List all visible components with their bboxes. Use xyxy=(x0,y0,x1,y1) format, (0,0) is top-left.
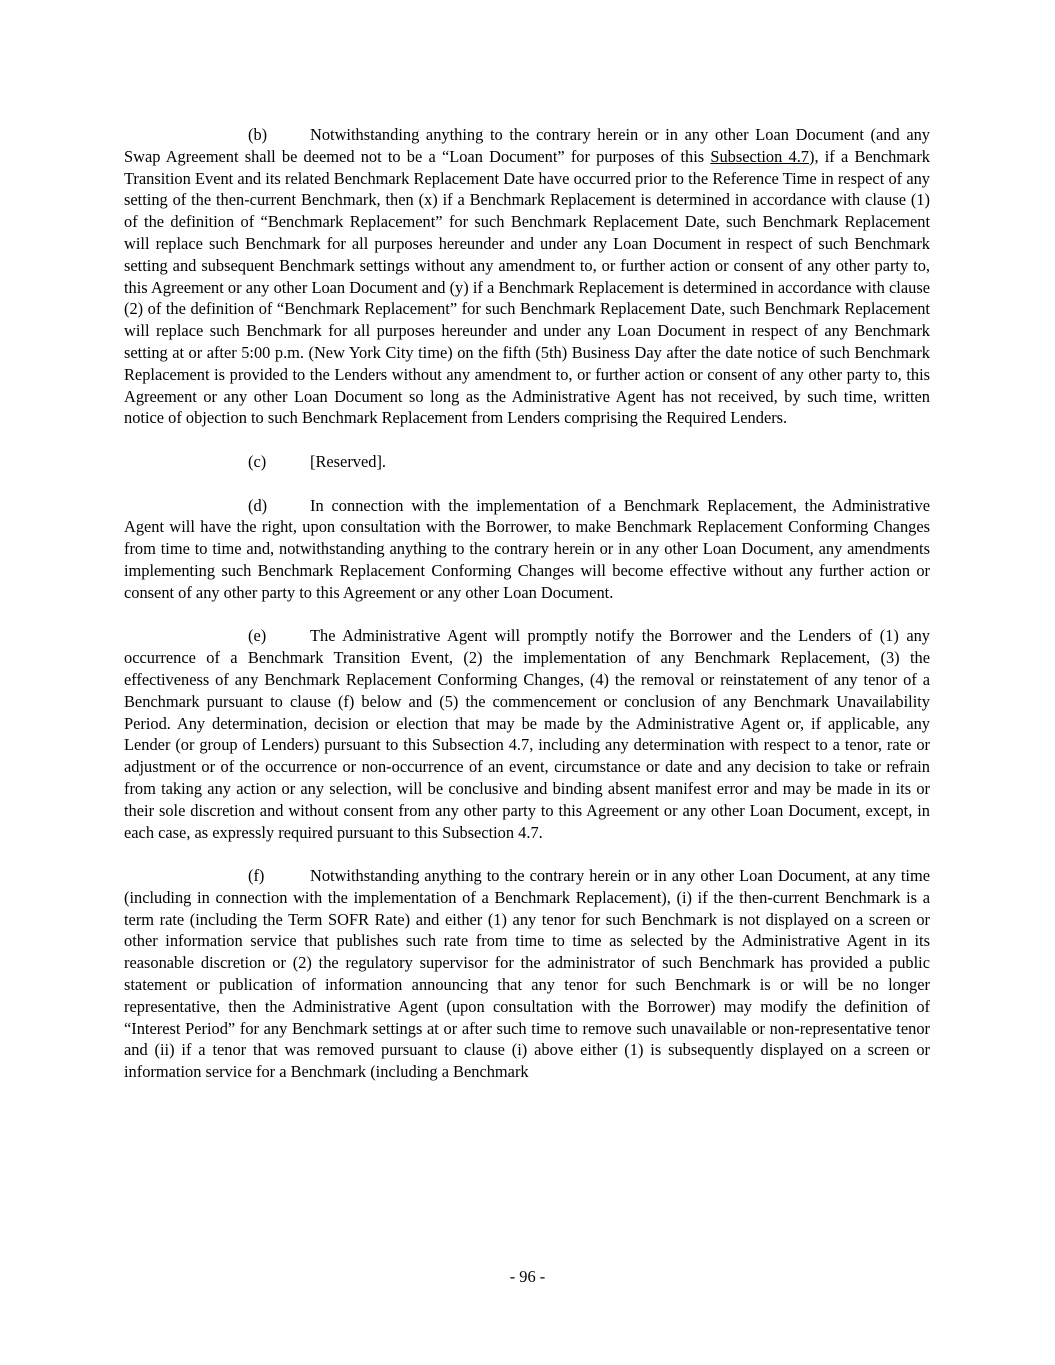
paragraph-text: Notwithstanding anything to the contrary herein or in any other Loan Document, at any time (including in connection with the implementation of a Benchmark Replacement), (i) if the then-current Benchmark is a term rate (including the Term SOFR Rate) and either (1) any tenor for such Benchmark is not displayed on a screen or other information service that publishes such rate from time to time as selected by the Administrative Agent in its reasonable discretion or (2) the regulatory supervisor for the administrator of such Benchmark has provided a public statement or publication of information announcing that any tenor for such Benchmark is or will be no longer representative, then the Administrative Agent (upon consultation with the Borrower) may modify the definition of “Interest Period” for any Benchmark settings at or after such time to remove such unavailable or non-representative tenor and (ii) if a tenor that was removed pursuant to clause (i) above either (1) is subsequently displayed on a screen or information service for a Benchmark (including a Benchmark xyxy=(124,866,930,1082)
paragraph-text: Notwithstanding anything to the contrary herein or in any other Loan Document (and any Swap Agreement shall be deemed not to be a “Loan Document” for purposes of this xyxy=(124,125,930,166)
paragraph-label: (e) xyxy=(248,626,267,646)
paragraph-text: The Administrative Agent will promptly notify the Borrower and the Lenders of (1) any occurrence of a Benchmark Transition Event, (2) the implementation of any Benchmark Replacement, (3) the effectiveness of any Benchmark Replacement Conforming Changes, (4) the removal or reinstatement of any tenor of a Benchmark pursuant to clause (f) below and (5) the commencement or conclusion of any Benchmark Unavailability Period. Any determination, decision or election that may be made by the Administrative Agent or, if applicable, any Lender (or group of Lenders) pursuant to this Subsection 4.7, including any determination with respect to a tenor, rate or adjustment or of the occurrence or non-occurrence of an event, circumstance or date and any decision to take or refrain from taking any action or any selection, will be conclusive and binding absent manifest error and may be made in its or their sole discretion and without consent from any other party to this Agreement or any other Loan Document, except, in each case, as expressly required pursuant to this Subsection 4.7. xyxy=(124,626,930,842)
paragraph-f xyxy=(124,865,930,1083)
page-number: - 96 - xyxy=(509,1267,546,1286)
paragraph-text: In connection with the implementation of a Benchmark Replacement, the Administrative Agent will have the right, upon consultation with the Borrower, to make Benchmark Replacement Conforming Changes from time to time and, notwithstanding anything to the contrary herein or in any other Loan Document, any amendments implementing such Benchmark Replacement Conforming Changes will become effective without any further action or consent of any other party to this Agreement or any other Loan Document. xyxy=(124,495,930,602)
paragraph-label: (d) xyxy=(248,495,268,515)
paragraph-label: (c) xyxy=(248,451,267,471)
paragraph-text-continued: ), if a Benchmark Transition Event and its related Benchmark Replacement Date have occurred prior to the Reference Time in respect of any setting of the then-current Benchmark, then (x) if a Benchmark Replacement is determined in accordance with clause (1) of the definition of “Benchmark Replacement” for such Benchmark Replacement Date, such Benchmark Replacement will replace such Benchmark for all purposes hereunder and under any Loan Document in respect of such Benchmark setting and subsequent Benchmark settings without any amendment to, or further action or consent of any other party to, this Agreement or any other Loan Document and (y) if a Benchmark Replacement is determined in accordance with clause (2) of the definition of “Benchmark Replacement” for such Benchmark Replacement Date, such Benchmark Replacement will replace such Benchmark for all purposes hereunder and under any Loan Document in respect of any Benchmark setting at or after 5:00 p.m. (New York City time) on the fifth (5th) Business Day after the date notice of such Benchmark Replacement is provided to the Lenders without any amendment to, or further action or consent of any other party to, this Agreement or any other Loan Document so long as the Administrative Agent has not received, by such time, written notice of objection to such Benchmark Replacement from Lenders comprising the Required Lenders. xyxy=(124,146,930,428)
paragraph-e xyxy=(124,625,930,843)
document-body xyxy=(124,124,930,1083)
paragraph-c xyxy=(124,451,930,473)
paragraph-text: [Reserved]. xyxy=(310,451,386,471)
subsection-reference-link[interactable]: Subsection 4.7 xyxy=(710,146,809,166)
paragraph-d xyxy=(124,495,930,604)
paragraph-label: (f) xyxy=(248,866,265,886)
paragraph-label: (b) xyxy=(248,125,268,144)
paragraph-b xyxy=(124,124,930,429)
